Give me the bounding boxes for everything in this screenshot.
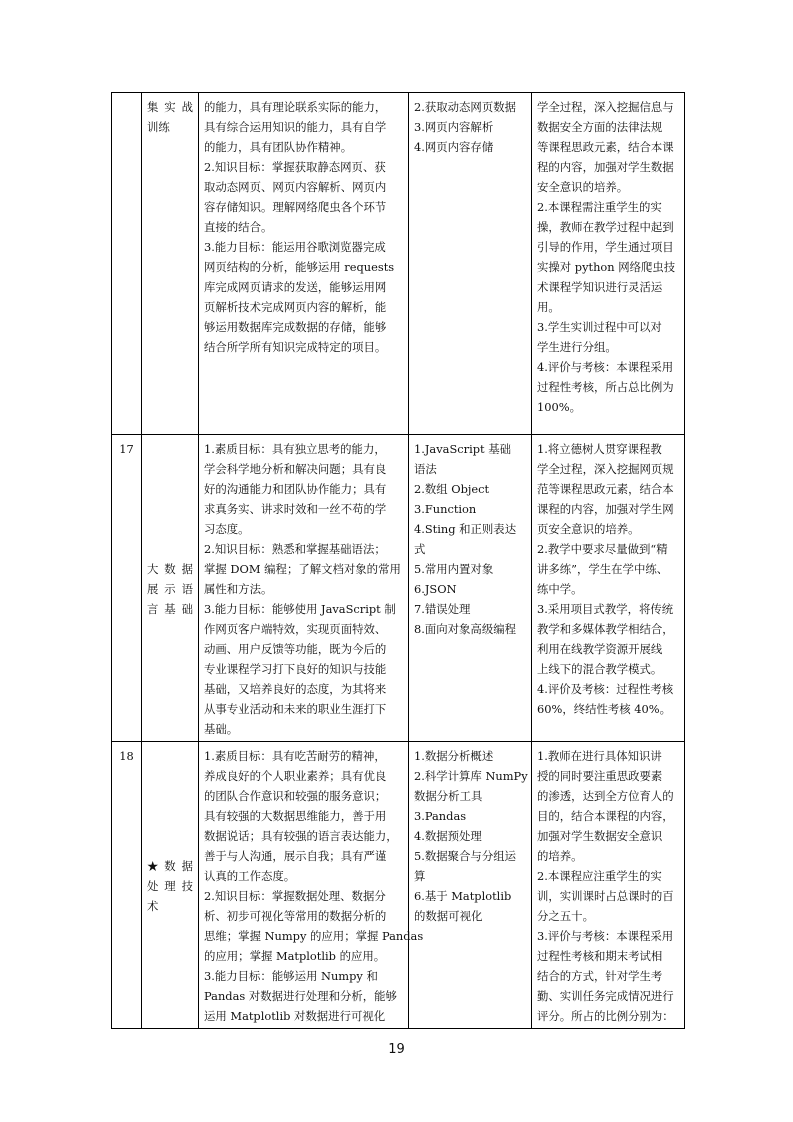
objective-line: 结合所学所有知识完成特定的项目。 <box>204 340 387 354</box>
requirement-line: 4.评价与考核：本课程采用 <box>537 360 674 374</box>
requirement-line: 课程的内容，加强对学生网 <box>537 502 674 516</box>
requirement-line: 2.本课程需注重学生的实 <box>537 200 662 214</box>
objective-line: 够运用数据库完成数据的存储，能够 <box>204 320 387 334</box>
content-line: 数据分析工具 <box>414 789 483 803</box>
content-line: 4.数据预处理 <box>414 829 482 843</box>
objective-line: 求真务实、讲求时效和一丝不苟的学 <box>204 502 387 516</box>
requirement-line: 100%。 <box>537 400 581 414</box>
objective-line: 掌握 DOM 编程；了解文档对象的常用 <box>204 562 401 576</box>
requirement-line: 操，教师在教学过程中起到 <box>537 220 674 234</box>
objective-line: 1.素质目标：具有独立思考的能力， <box>204 442 386 456</box>
content-line: 语法 <box>414 462 437 476</box>
requirements-cell <box>532 435 685 742</box>
requirement-line: 3.采用项目式教学，将传统 <box>537 602 674 616</box>
objective-line: 3.能力目标：能运用谷歌浏览器完成 <box>204 240 386 254</box>
contents-cell <box>409 435 532 742</box>
requirement-line: 评分。所占的比例分别为： <box>537 1009 674 1023</box>
content-line: 3.网页内容解析 <box>414 120 494 134</box>
course-name-cell <box>142 742 199 1029</box>
table-row <box>112 435 685 742</box>
requirement-line: 学生进行分组。 <box>537 340 617 354</box>
objective-line: Pandas 对数据进行处理和分析，能够 <box>204 989 397 1003</box>
objective-line: 运用 Matplotlib 对数据进行可视化 <box>204 1009 386 1023</box>
objective-line: 的团队合作意识和较强的服务意识； <box>204 789 387 803</box>
content-line: 1.数据分析概述 <box>414 749 494 763</box>
objective-line: 析、初步可视化等常用的数据分析的 <box>204 909 387 923</box>
objective-line: 3.能力目标：能够使用 JavaScript 制 <box>204 602 396 616</box>
requirement-line: 程的内容，加强对学生数据 <box>537 160 674 174</box>
course-name-cell <box>142 435 199 742</box>
objective-line: 具有综合运用知识的能力，具有自学 <box>204 120 387 134</box>
requirement-line: 术课程学知识进行灵活运 <box>537 280 663 294</box>
objective-line: 容存储知识。理解网络爬虫各个环节 <box>204 200 387 214</box>
objective-line: 1.素质目标：具有吃苦耐劳的精神， <box>204 749 386 763</box>
objectives-cell <box>199 435 409 742</box>
requirement-line: 引导的作用，学生通过项目 <box>537 240 674 254</box>
content-line: 3.Function <box>414 502 477 516</box>
content-line: 6.JSON <box>414 582 457 596</box>
course-table <box>111 92 685 1029</box>
content-line: 算 <box>414 869 426 883</box>
requirement-line: 1.将立德树人贯穿课程教 <box>537 442 662 456</box>
objective-line: 2.知识目标：掌握获取静态网页、获 <box>204 160 386 174</box>
requirement-line: 学全过程，深入挖掘网页规 <box>537 462 674 476</box>
course-number: 18 <box>119 749 134 763</box>
table-row <box>112 742 685 1029</box>
objective-line: 的能力，具有团队协作精神。 <box>204 140 353 154</box>
objective-line: 善于与人沟通，展示自我；具有严谨 <box>204 849 387 863</box>
content-line: 5.常用内置对象 <box>414 562 494 576</box>
objective-line: 学会科学地分析和解决问题；具有良 <box>204 462 387 476</box>
requirement-line: 上线下的混合教学模式。 <box>537 662 663 676</box>
objective-line: 基础，又培养良好的态度，为其将来 <box>204 682 387 696</box>
page-number: 19 <box>388 1042 405 1057</box>
course-number-cell <box>112 93 142 435</box>
objective-line: 好的沟通能力和团队协作能力；具有 <box>204 482 387 496</box>
objective-line: 养成良好的个人职业素养；具有优良 <box>204 769 387 783</box>
objective-line: 的应用；掌握 Matplotlib 的应用。 <box>204 949 386 963</box>
content-line: 1.JavaScript 基础 <box>414 442 511 456</box>
objective-line: 3.能力目标：能够运用 Numpy 和 <box>204 969 378 983</box>
objective-line: 网页结构的分析，能够运用 requests <box>204 260 395 274</box>
table-row <box>112 93 685 435</box>
contents-cell <box>409 93 532 435</box>
objective-line: 思维；掌握 Numpy 的应用；掌握 Pandas <box>204 929 424 943</box>
contents-cell <box>409 742 532 1029</box>
requirement-line: 范等课程思政元素，结合本 <box>537 482 674 496</box>
course-number: 17 <box>119 442 134 456</box>
objective-line: 数据说话；具有较强的语言表达能力， <box>204 829 398 843</box>
objective-line: 的能力，具有理论联系实际的能力， <box>204 100 387 114</box>
objective-line: 作网页客户端特效，实现页面特效、 <box>204 622 387 636</box>
course-name-line: 处理技 <box>147 879 193 893</box>
requirement-line: 训，实训课时占总课时的百 <box>537 889 674 903</box>
requirement-line: 讲多练”，学生在学中练、 <box>537 562 669 576</box>
requirements-cell <box>532 93 685 435</box>
requirement-line: 数据安全方面的法律法规 <box>537 120 663 134</box>
objective-line: 专业课程学习打下良好的知识与技能 <box>204 662 387 676</box>
objective-line: 认真的工作态度。 <box>204 869 296 883</box>
objective-line: 从事专业活动和未来的职业生涯打下 <box>204 702 387 716</box>
course-name-line: ★数据 <box>147 859 193 873</box>
requirements-cell <box>532 742 685 1029</box>
requirement-line: 学全过程，深入挖掘信息与 <box>537 100 674 114</box>
requirement-line: 3.评价与考核：本课程采用 <box>537 929 674 943</box>
content-line: 2.数组 Object <box>414 482 490 496</box>
requirement-line: 实操对 python 网络爬虫技 <box>537 260 676 274</box>
requirement-line: 加强对学生数据安全意识 <box>537 829 663 843</box>
content-line: 8.面向对象高级编程 <box>414 622 516 636</box>
course-name-line: 大数据 <box>147 562 193 576</box>
requirement-line: 3.学生实训过程中可以对 <box>537 320 662 334</box>
requirement-line: 结合的方式，针对学生考 <box>537 969 663 983</box>
objective-line: 库完成网页请求的发送，能够运用网 <box>204 280 387 294</box>
content-line: 2.获取动态网页数据 <box>414 100 516 114</box>
course-number-cell <box>112 435 142 742</box>
content-line: 式 <box>414 542 426 556</box>
course-name-line: 术 <box>147 899 159 913</box>
content-line: 4.Sting 和正则表达 <box>414 522 517 536</box>
content-line: 5.数据聚合与分组运 <box>414 849 516 863</box>
objective-line: 直接的结合。 <box>204 220 273 234</box>
objectives-cell <box>199 93 409 435</box>
table-body <box>112 93 685 1029</box>
content-line: 7.错误处理 <box>414 602 471 616</box>
requirement-line: 60%，终结性考核 40%。 <box>537 702 671 716</box>
course-name-line: 言基础 <box>147 602 193 616</box>
course-name-cell <box>142 93 199 435</box>
objective-line: 2.知识目标：掌握数据处理、数据分 <box>204 889 386 903</box>
objective-line: 习态度。 <box>204 522 250 536</box>
requirement-line: 目的，结合本课程的内容， <box>537 809 674 823</box>
requirement-line: 安全意识的培养。 <box>537 180 629 194</box>
objectives-cell <box>199 742 424 1029</box>
requirement-line: 4.评价及考核：过程性考核 <box>537 682 674 696</box>
requirement-line: 授的同时要注重思政要素 <box>537 769 663 783</box>
requirement-line: 1.教师在进行具体知识讲 <box>537 749 662 763</box>
course-name-line: 训练 <box>147 120 170 134</box>
objective-line: 取动态网页、网页内容解析、网页内 <box>204 180 387 194</box>
requirement-line: 勤、实训任务完成情况进行 <box>537 989 674 1003</box>
objective-line: 属性和方法。 <box>204 582 273 596</box>
objective-line: 动画、用户反馈等功能，既为今后的 <box>204 642 387 656</box>
objective-line: 基础。 <box>204 722 239 736</box>
content-line: 6.基于 Matplotlib <box>414 889 512 903</box>
requirement-line: 的培养。 <box>537 849 583 863</box>
content-line: 的数据可视化 <box>414 909 483 923</box>
objective-line: 具有较强的大数据思维能力，善于用 <box>204 809 387 823</box>
content-line: 3.Pandas <box>414 809 467 823</box>
objective-line: 2.知识目标：熟悉和掌握基础语法； <box>204 542 386 556</box>
requirement-line: 等课程思政元素，结合本课 <box>537 140 674 154</box>
course-number-cell <box>112 742 142 1029</box>
requirement-line: 练中学。 <box>537 582 583 596</box>
requirement-line: 教学和多媒体教学相结合， <box>537 622 674 636</box>
content-line: 4.网页内容存储 <box>414 140 494 154</box>
course-name-line: 展示语 <box>147 582 193 596</box>
requirement-line: 利用在线教学资源开展线 <box>537 642 663 656</box>
requirement-line: 2.本课程应注重学生的实 <box>537 869 662 883</box>
content-line: 2.科学计算库 NumPy <box>414 769 528 783</box>
objective-line: 页解析技术完成网页内容的解析，能 <box>204 300 387 314</box>
requirement-line: 页安全意识的培养。 <box>537 522 640 536</box>
course-name-line: 集实战 <box>147 100 193 114</box>
requirement-line: 过程性考核，所占总比例为 <box>537 380 674 394</box>
requirement-line: 过程性考核和期末考试相 <box>537 949 663 963</box>
requirement-line: 用。 <box>537 300 560 314</box>
requirement-line: 分之五十。 <box>537 909 594 923</box>
requirement-line: 2.教学中要求尽量做到“精 <box>537 542 668 556</box>
requirement-line: 的渗透，达到全方位育人的 <box>537 789 674 803</box>
